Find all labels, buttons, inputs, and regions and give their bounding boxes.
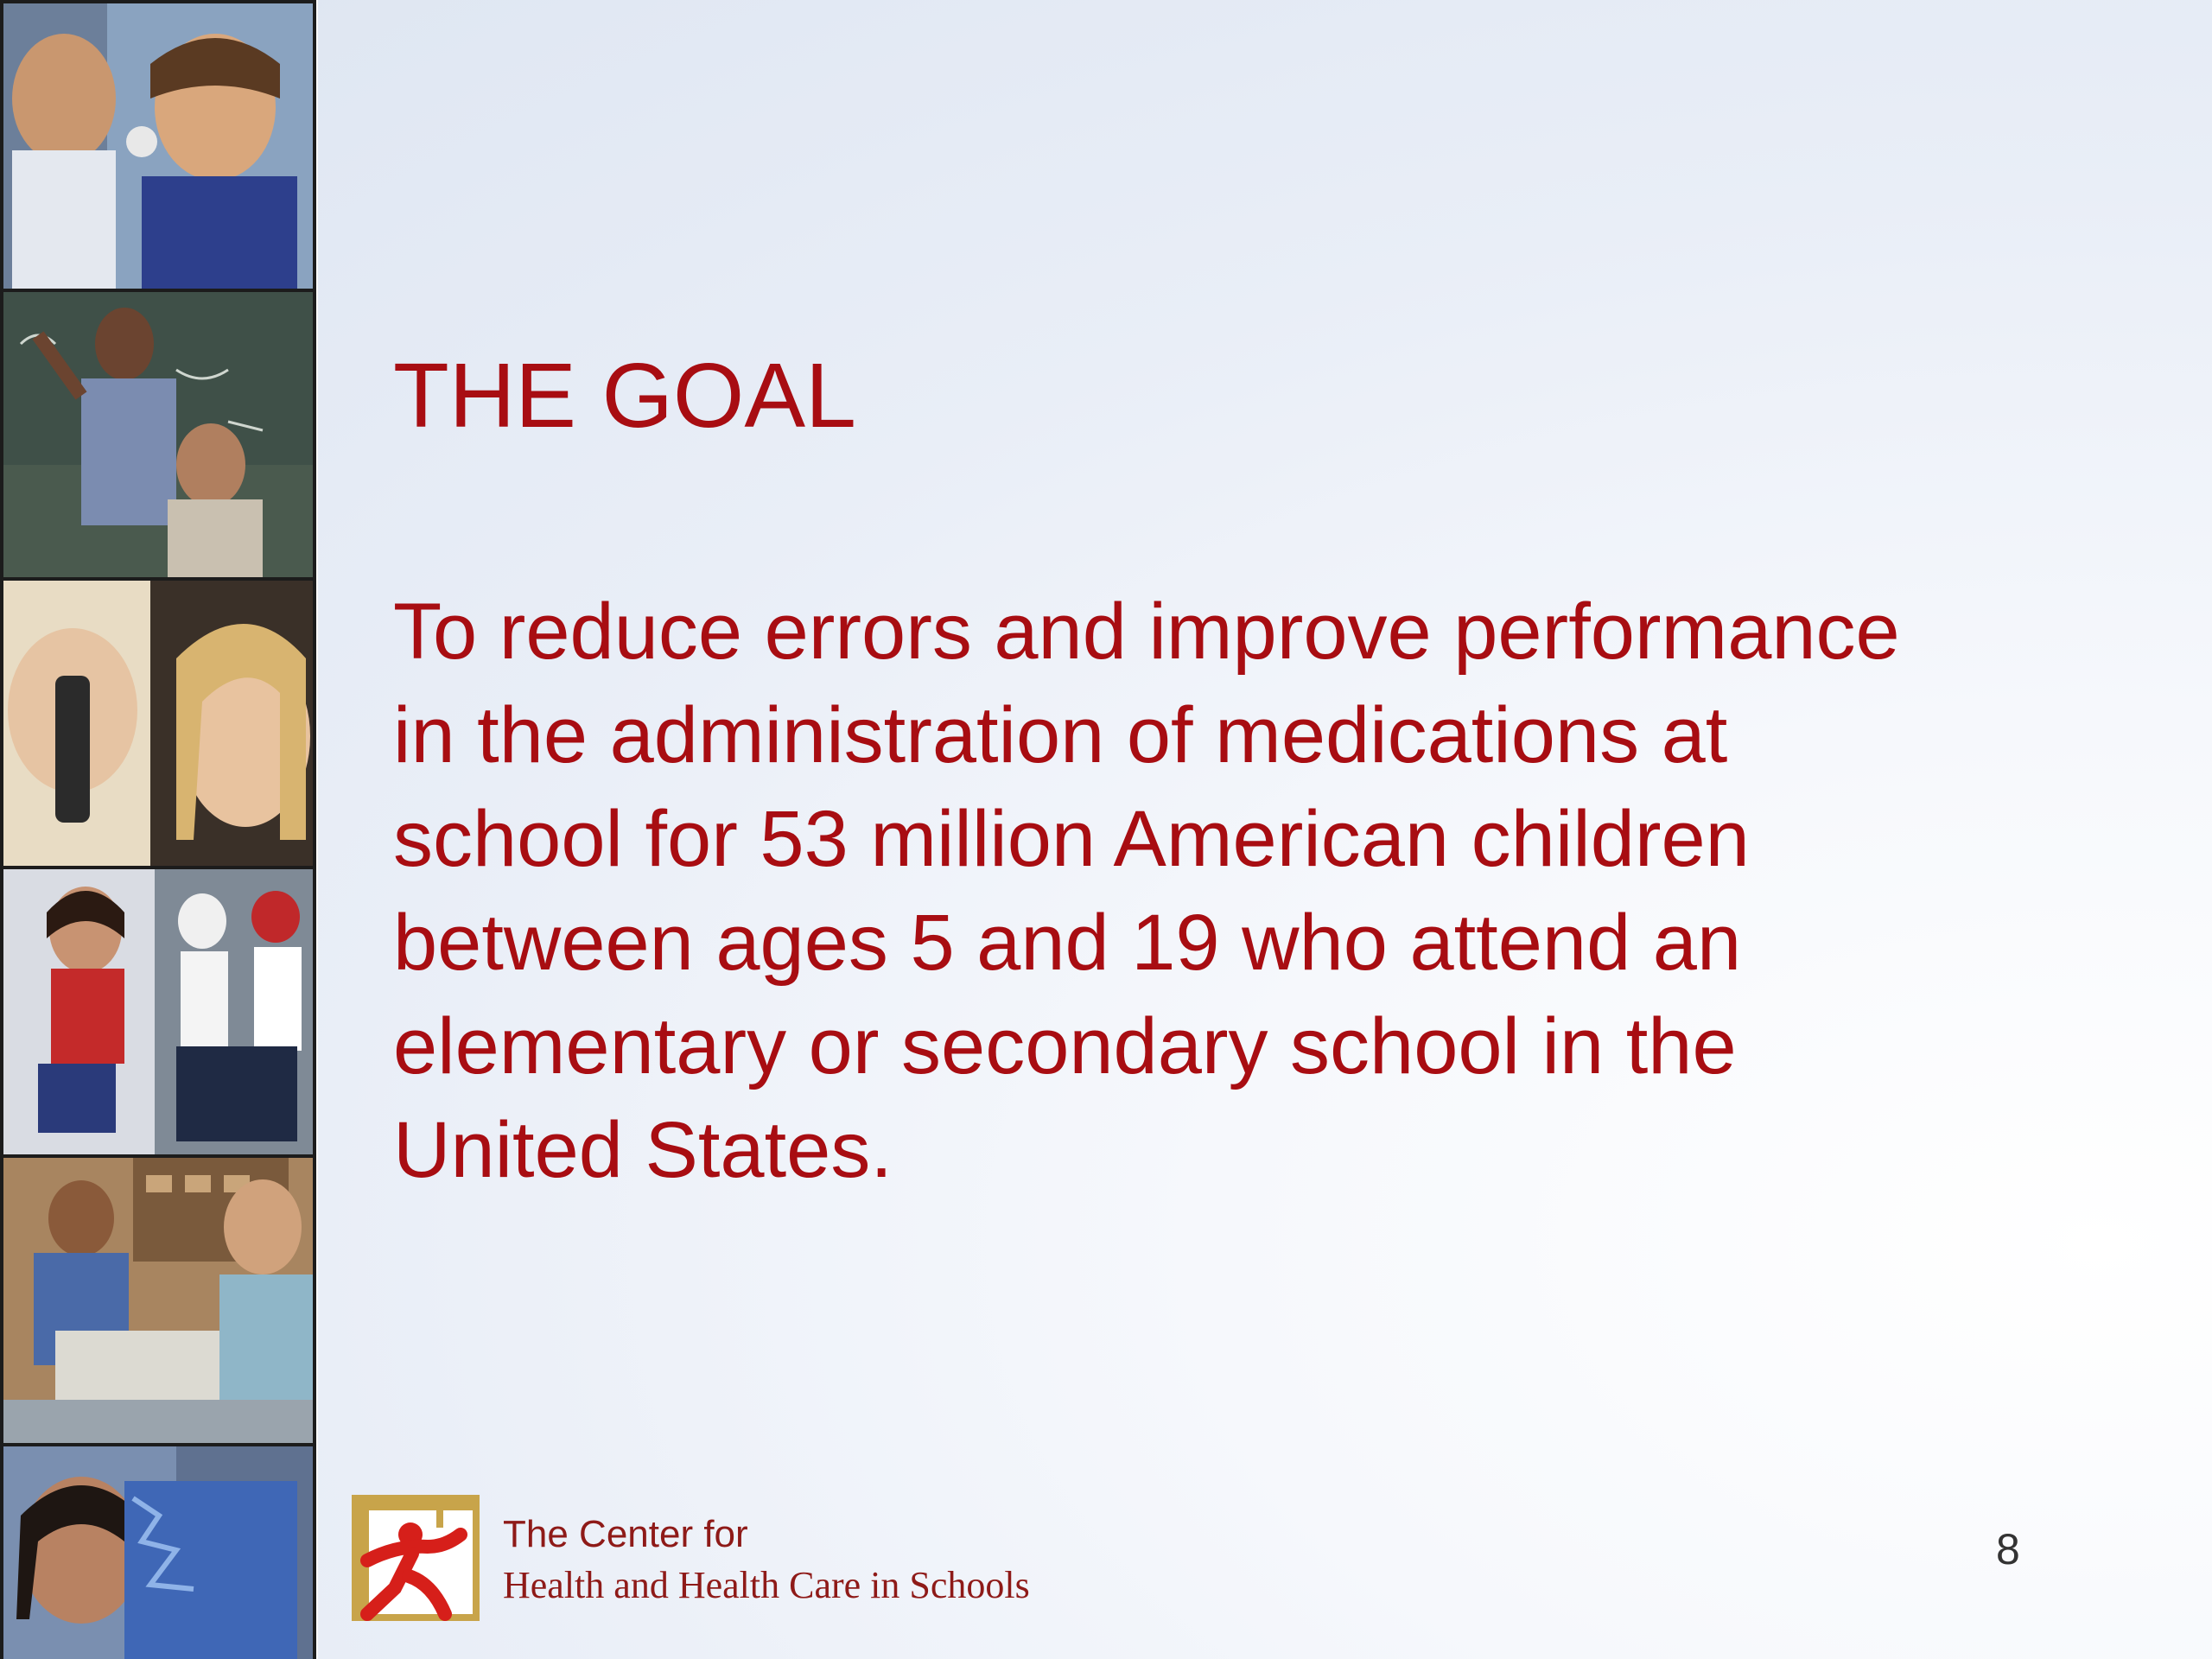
photo-doctor-ear-exam xyxy=(3,3,313,289)
goal-line-5: elementary or secondary school in the xyxy=(393,1001,1737,1090)
slide-title: THE GOAL xyxy=(393,345,857,447)
goal-line-3: school for 53 million American children xyxy=(393,794,1750,883)
photo-nurse-office xyxy=(3,1158,313,1443)
goal-line-2: in the administration of medications at xyxy=(393,690,1728,779)
photo-boy-chalkboard xyxy=(3,292,313,577)
organization-name xyxy=(503,1510,1030,1612)
goal-statement xyxy=(393,580,2104,1202)
goal-line-4: between ages 5 and 19 who attend an xyxy=(393,898,1742,987)
photo-girl-microscope xyxy=(3,581,313,866)
page-number: 8 xyxy=(1996,1525,2020,1573)
photo-child-doctor xyxy=(3,1446,313,1659)
organization-name-line1: The Center for xyxy=(503,1513,748,1555)
slide-content xyxy=(393,346,2104,1202)
running-figure-logo-icon xyxy=(350,1493,481,1623)
photo-children-running xyxy=(3,869,313,1154)
organization-name-line2: Health and Health Care in Schools xyxy=(503,1564,1030,1606)
goal-line-1: To reduce errors and improve performance xyxy=(393,587,1900,676)
goal-line-6: United States. xyxy=(393,1105,893,1194)
photo-strip xyxy=(0,0,318,1659)
